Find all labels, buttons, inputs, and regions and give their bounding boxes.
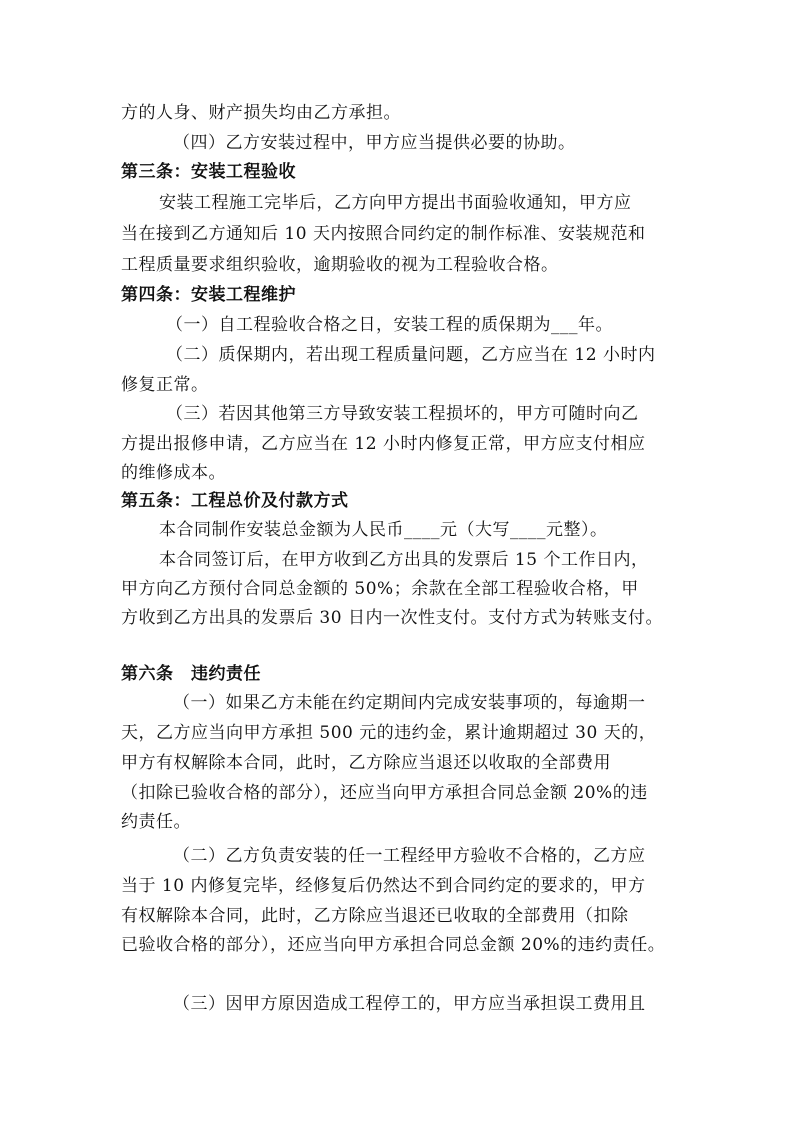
text-line: （二）乙方负责安装的任一工程经甲方验收不合格的，乙方应 <box>173 846 646 866</box>
text-line: 当于 10 内修复完毕，经修复后仍然达不到合同约定的要求的，甲方 <box>121 876 646 896</box>
text-line: 甲方向乙方预付合同总金额的 50%；余款在全部工程验收合格，甲 <box>121 579 639 599</box>
text-line: （二）质保期内，若出现工程质量问题，乙方应当在 12 小时内 <box>166 345 656 365</box>
text-line: 工程质量要求组织验收，逾期验收的视为工程验收合格。 <box>121 255 559 275</box>
section-heading: 第五条：工程总价及付款方式 <box>121 491 349 511</box>
text-line: 当在接到乙方通知后 10 天内按照合同约定的制作标准、安装规范和 <box>121 224 646 244</box>
text-line: 天，乙方应当向甲方承担 500 元的违约金，累计逾期超过 30 天的， <box>121 723 657 743</box>
text-line: 的维修成本。 <box>121 463 226 483</box>
text-line: （三）因甲方原因造成工程停工的，甲方应当承担误工费用且 <box>173 994 646 1014</box>
text-line: 甲方有权解除本合同，此时，乙方除应当退还以收取的全部费用 <box>121 753 611 773</box>
text-line: （三）若因其他第三方导致安装工程损坏的，甲方可随时向乙 <box>166 404 639 424</box>
text-line: 约责任。 <box>121 812 191 832</box>
section-heading: 第三条：安装工程验收 <box>121 162 296 182</box>
text-line: （一）自工程验收合格之日，安装工程的质保期为___年。 <box>166 315 613 335</box>
text-line: （扣除已验收合格的部分），还应当向甲方承担合同总金额 20%的违 <box>121 783 648 803</box>
section-heading: 第六条 违约责任 <box>121 664 261 684</box>
text-line: 本合同制作安装总金额为人民币____元（大写____元整）。 <box>159 520 608 540</box>
text-line: （一）如果乙方未能在约定期间内完成安装事项的，每逾期一 <box>173 693 646 713</box>
text-line: 方提出报修申请，乙方应当在 12 小时内修复正常，甲方应支付相应 <box>121 434 646 454</box>
text-line: 本合同签订后，在甲方收到乙方出具的发票后 15 个工作日内， <box>159 550 649 570</box>
text-line: 有权解除本合同，此时，乙方除应当退还已收取的全部费用（扣除 <box>121 906 629 926</box>
section-heading: 第四条：安装工程维护 <box>121 285 296 305</box>
text-line: 方的人身、财产损失均由乙方承担。 <box>121 103 401 123</box>
text-line: 修复正常。 <box>121 375 209 395</box>
text-line: 方收到乙方出具的发票后 30 日内一次性支付。支付方式为转账支付。 <box>121 608 663 628</box>
text-line: （四）乙方安装过程中，甲方应当提供必要的协助。 <box>173 133 576 153</box>
text-line: 安装工程施工完毕后，乙方向甲方提出书面验收通知，甲方应 <box>159 193 632 213</box>
text-line: 已验收合格的部分），还应当向甲方承担合同总金额 20%的违约责任。 <box>121 935 666 955</box>
